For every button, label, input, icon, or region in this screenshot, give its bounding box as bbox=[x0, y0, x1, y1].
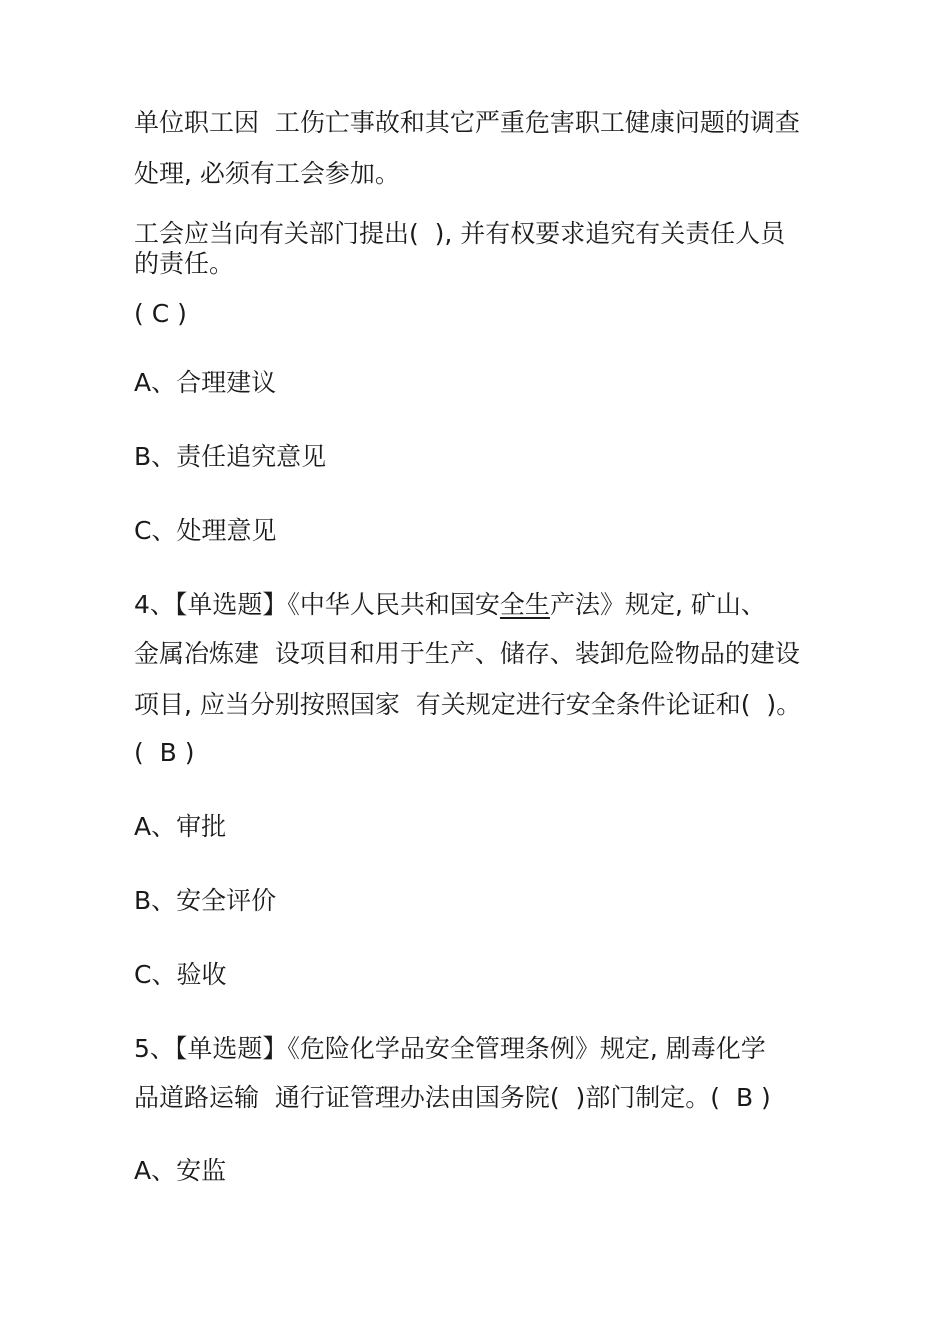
q5-stem-line-2: 品道路运输 通行证管理办法由国务院( )部门制定。( B ) bbox=[134, 1083, 771, 1112]
q3-option-b: B、责任追究意见 bbox=[134, 442, 327, 471]
q4-option-c: C、验收 bbox=[134, 960, 227, 989]
q4-stem-line-3: 项目, 应当分别按照国家 有关规定进行安全条件论证和( )。 bbox=[134, 690, 802, 719]
q3-stem-line-2: 的责任。 bbox=[134, 249, 235, 278]
q5-stem-line-1: 5、【单选题】《危险化学品安全管理条例》规定, 剧毒化学 bbox=[134, 1034, 766, 1063]
q3-answer: ( C ) bbox=[134, 299, 187, 328]
q4-stem-line-1 bbox=[134, 590, 766, 620]
q4-answer: ( B ) bbox=[134, 738, 195, 767]
q3-intro-line-1: 单位职工因 工伤亡事故和其它严重危害职工健康问题的调查 bbox=[134, 108, 800, 137]
q3-option-a: A、合理建议 bbox=[134, 368, 277, 397]
q3-intro-line-2: 处理, 必须有工会参加。 bbox=[134, 159, 400, 188]
q5-option-a: A、安监 bbox=[134, 1156, 227, 1185]
q4-option-a: A、审批 bbox=[134, 812, 227, 841]
q3-option-c: C、处理意见 bbox=[134, 516, 277, 545]
q4-option-b: B、安全评价 bbox=[134, 886, 277, 915]
q4-stem-line-1-end: 产法》规定, 矿山、 bbox=[549, 590, 766, 619]
q4-stem-underlined-text: 全生 bbox=[499, 590, 550, 619]
q3-stem-line-1: 工会应当向有关部门提出( ), 并有权要求追究有关责任人员 bbox=[134, 219, 786, 248]
q4-stem-line-2: 金属冶炼建 设项目和用于生产、储存、装卸危险物品的建设 bbox=[134, 639, 800, 668]
q4-stem-line-1-start: 4、【单选题】《中华人民共和国安 bbox=[134, 590, 500, 619]
